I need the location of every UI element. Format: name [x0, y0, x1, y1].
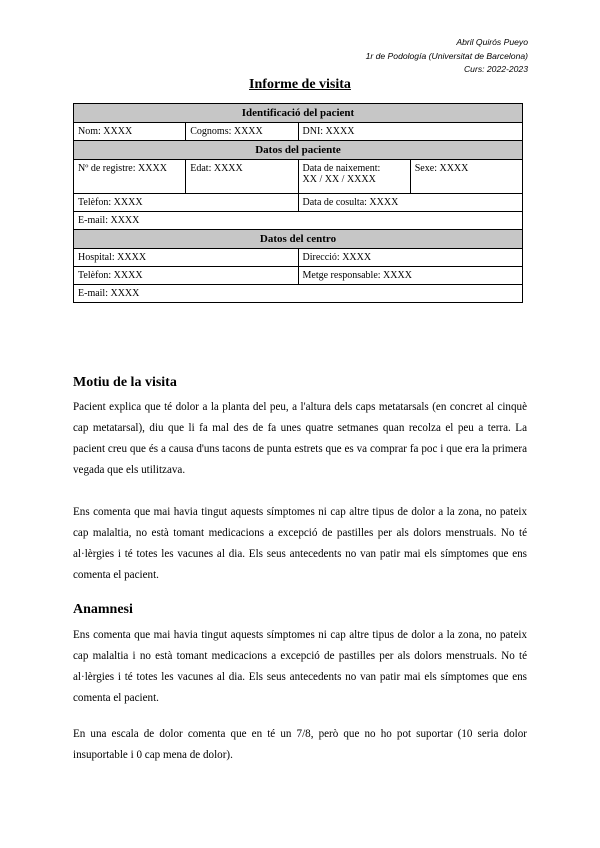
registre-cell: Nº de registre: XXXX	[74, 160, 186, 194]
sexe-cell: Sexe: XXXX	[410, 160, 522, 194]
naixement-cell	[298, 160, 410, 194]
patient-id-header: Identificació del pacient	[74, 104, 523, 123]
anamnesi-paragraph-2: En una escala de dolor comenta que en té un 7/8, però que no ho pot suportar (10 seria dolor insuportable i 0 cap mena de dolor).	[73, 728, 527, 761]
motiu-paragraph-1: Pacient explica que té dolor a la planta del peu, a l'altura dels caps metatarsals (en concret al cinquè cap metatarsal), diu que li fa mal des de fa unes quatre setmanes quan recolza el peu a terra. La pacient creu que és a causa d'uns tacons de punta estrets que es va comprar fa poc i que era la primera vegada que els utilitzava.	[73, 401, 527, 476]
naixement-label: Data de naixement:	[302, 163, 381, 174]
anamnesi-title: Anamnesi	[73, 602, 133, 617]
author-name: Abril Quirós Pueyo	[456, 37, 528, 47]
patient-form-table	[73, 103, 523, 303]
anamnesi-paragraph-1: Ens comenta que mai havia tingut aquests símptomes ni cap altre tipus de dolor a la zona, no pateix cap malaltia i no està tomant medicacions a excepció de pastilles per als dolors menstruals. No té al·lèrgies i té totes les vacunes al dia. Els seus antecedents no van patir mai els símptomes que ens comenta el pacient.	[73, 629, 527, 704]
page-title: Informe de visita	[249, 77, 351, 92]
naixement-value: XX / XX / XXXX	[302, 174, 376, 185]
patient-data-header: Datos del paciente	[74, 141, 523, 160]
cognoms-cell: Cognoms: XXXX	[186, 123, 298, 141]
edat-cell: Edat: XXXX	[186, 160, 298, 194]
motiu-paragraph-2: Ens comenta que mai havia tingut aquests símptomes ni cap altre tipus de dolor a la zona, no pateix cap malaltia, no està tomant medicacions a excepció de pastilles per als dolors menstruals. No té al·lèrgies i té totes les vacunes al dia. Els seus antecedents no van patir mai els símptomes que ens comenta el pacient.	[73, 506, 527, 581]
course-year: Curs: 2022-2023	[463, 64, 528, 74]
document-header	[366, 36, 528, 77]
email-cell: E-mail: XXXX	[74, 212, 523, 230]
hospital-cell: Hospital: XXXX	[74, 249, 299, 267]
direccio-cell: Direcció: XXXX	[298, 249, 523, 267]
centre-telefon-cell: Telèfon: XXXX	[74, 267, 299, 285]
centre-header: Datos del centro	[74, 230, 523, 249]
telefon-cell: Telèfon: XXXX	[74, 194, 299, 212]
dni-cell: DNI: XXXX	[298, 123, 523, 141]
centre-email-cell: E-mail: XXXX	[74, 285, 523, 303]
course-name: 1r de Podología (Universitat de Barcelona)	[365, 50, 528, 61]
metge-cell: Metge responsable: XXXX	[298, 267, 523, 285]
nom-cell: Nom: XXXX	[74, 123, 186, 141]
data-consulta-cell: Data de cosulta: XXXX	[298, 194, 523, 212]
motiu-title: Motiu de la visita	[73, 375, 177, 390]
